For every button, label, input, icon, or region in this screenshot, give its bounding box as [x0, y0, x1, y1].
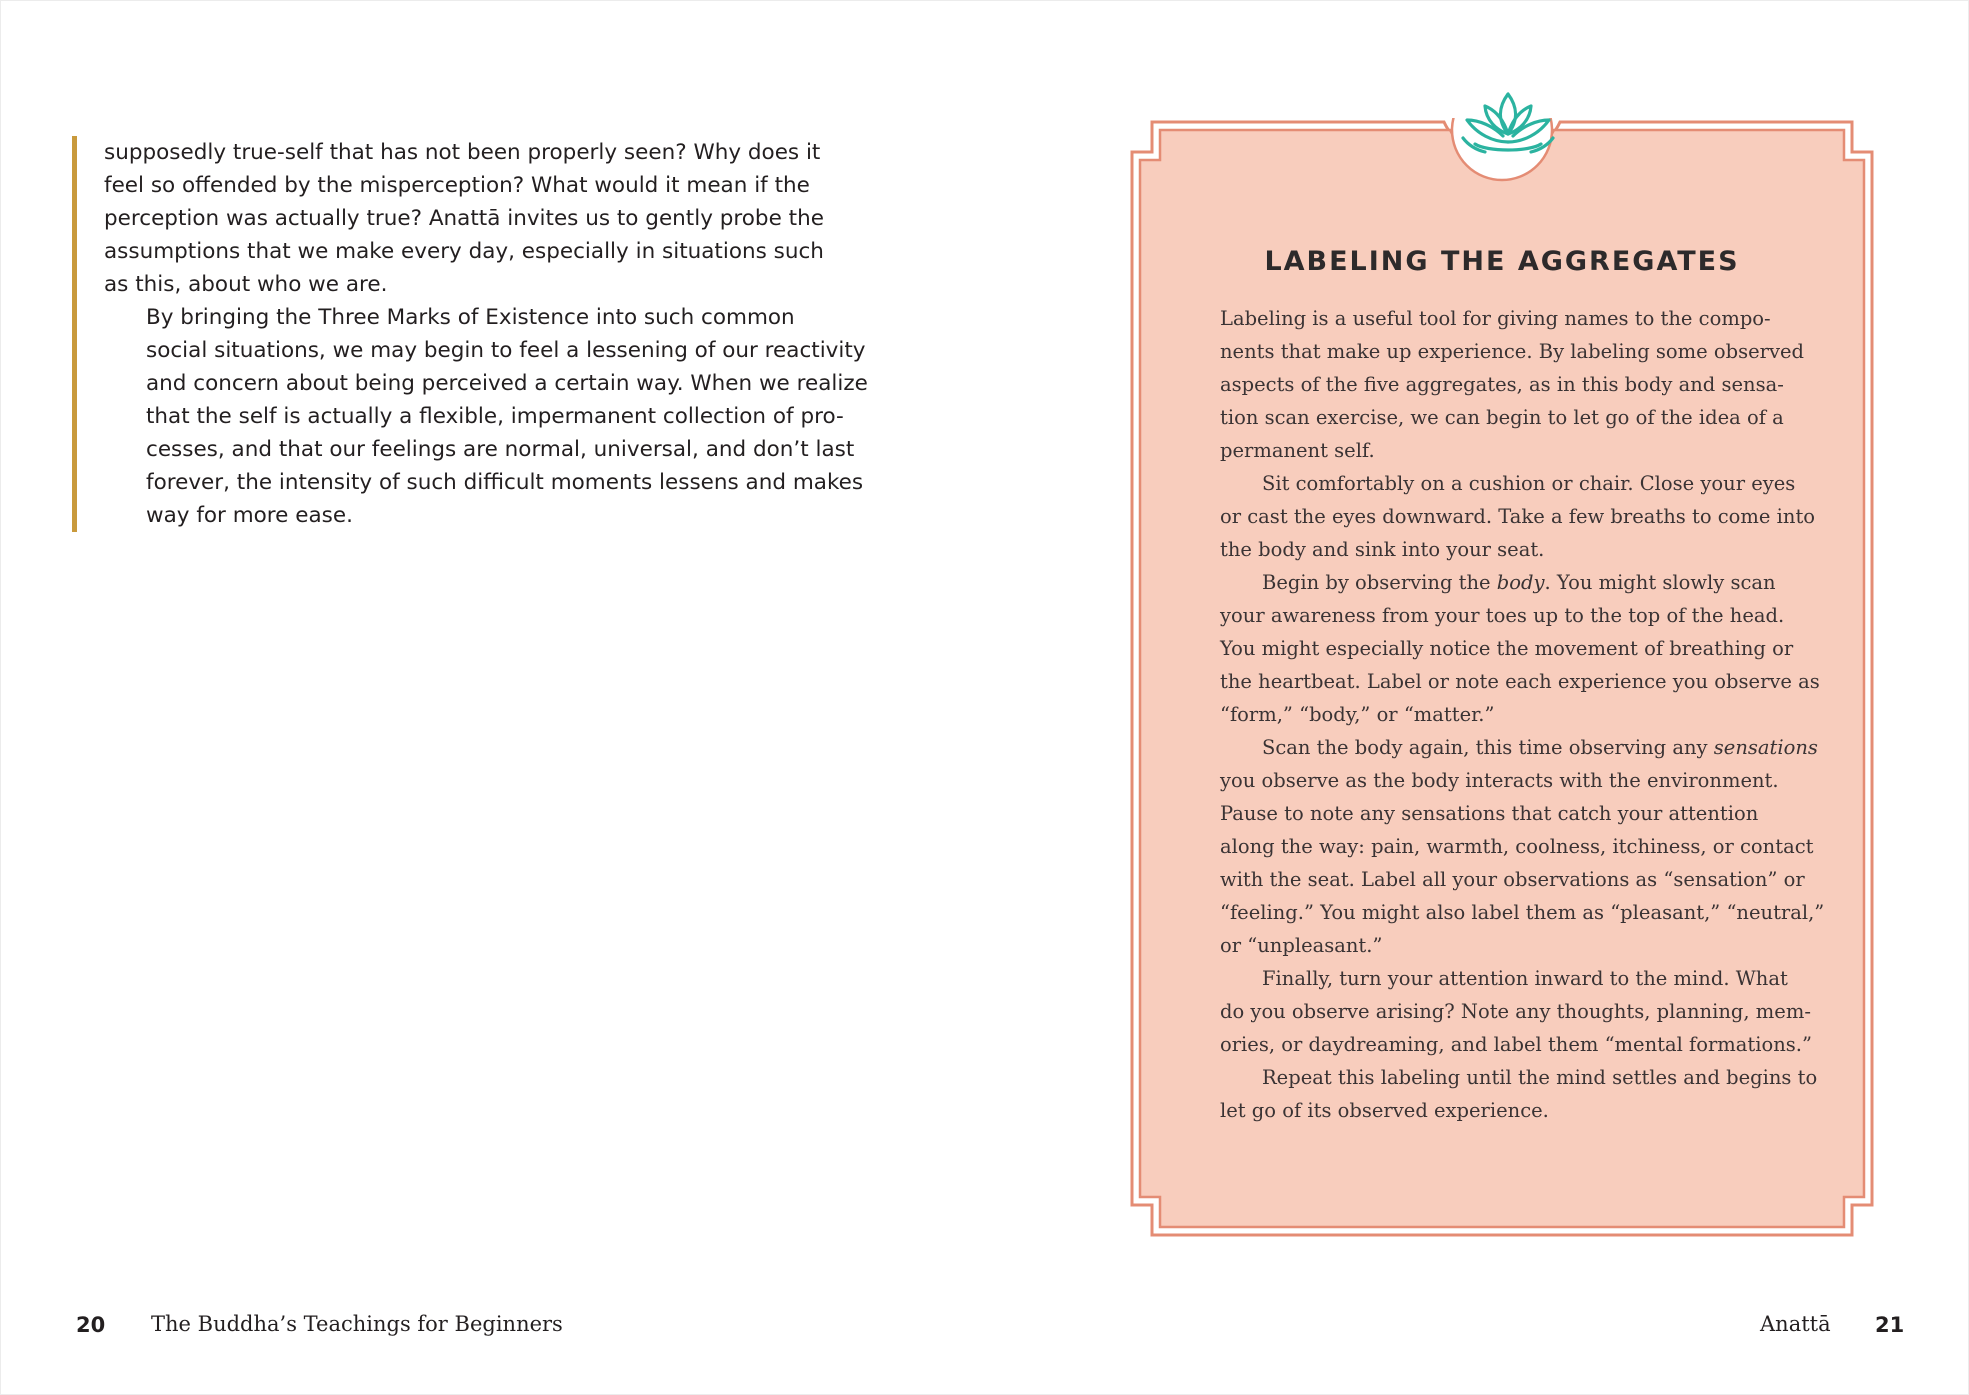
gold-margin-rule [72, 136, 77, 532]
sidebar-paragraph [1220, 962, 1810, 1061]
text-line: let go of its observed experience. [1220, 1099, 1549, 1122]
text-line: “form,” “body,” or “matter.” [1220, 703, 1495, 726]
text-line: perception was actually true? Anattā invites us to gently probe the [104, 206, 824, 231]
text-line: By bringing the Three Marks of Existence into such common [146, 305, 795, 330]
sidebar-paragraph [1220, 731, 1825, 962]
body-paragraph [104, 136, 840, 301]
text-line: way for more ease. [146, 503, 353, 528]
text-line: Begin by observing the body. You might slowly scan [1262, 571, 1776, 594]
sidebar-paragraph [1220, 467, 1816, 566]
sidebar-paragraph [1220, 302, 1810, 467]
labeling-sidebar-box [1128, 118, 1876, 1239]
text-line: Finally, turn your attention inward to the mind. What [1262, 967, 1788, 990]
sidebar-paragraph [1220, 566, 1820, 731]
text-line: Pause to note any sensations that catch your attention [1220, 802, 1759, 825]
text-line: along the way: pain, warmth, coolness, itchiness, or contact [1220, 835, 1814, 858]
text-line: ories, or daydreaming, and label them “mental formations.” [1220, 1033, 1812, 1056]
text-line: supposedly true-self that has not been properly seen? Why does it [104, 140, 821, 165]
text-line: Labeling is a useful tool for giving names to the compo- [1220, 307, 1771, 330]
text-line: that the self is actually a flexible, impermanent collection of pro- [146, 404, 844, 429]
lotus-icon [1453, 86, 1563, 166]
sidebar-body [1220, 302, 1825, 1127]
text-line: Scan the body again, this time observing any sensations [1262, 736, 1818, 759]
text-line: aspects of the five aggregates, as in this body and sensa- [1220, 373, 1784, 396]
text-line: your awareness from your toes up to the top of the head. [1220, 604, 1785, 627]
text-line: or cast the eyes downward. Take a few breaths to come into [1220, 505, 1816, 528]
running-title-right: Anattā [1760, 1312, 1831, 1336]
text-line: you observe as the body interacts with the environment. [1220, 769, 1779, 792]
text-line: assumptions that we make every day, especially in situations such [104, 239, 824, 264]
text-line: permanent self. [1220, 439, 1375, 462]
text-line: Repeat this labeling until the mind settles and begins to [1262, 1066, 1818, 1089]
sidebar-title: LABELING THE AGGREGATES [1264, 246, 1740, 277]
text-line: “feeling.” You might also label them as “pleasant,” “neutral,” [1220, 901, 1825, 924]
text-line: or “unpleasant.” [1220, 934, 1383, 957]
text-line: do you observe arising? Note any thoughts, planning, mem- [1220, 1000, 1811, 1023]
left-page-body [104, 136, 868, 532]
text-line: with the seat. Label all your observations as “sensation” or [1220, 868, 1805, 891]
running-title-left: The Buddha’s Teachings for Beginners [151, 1312, 563, 1336]
text-line: cesses, and that our feelings are normal, universal, and don’t last [146, 437, 855, 462]
text-line: Sit comfortably on a cushion or chair. Close your eyes [1262, 472, 1796, 495]
text-line: nents that make up experience. By labeling some observed [1220, 340, 1804, 363]
text-line: as this, about who we are. [104, 272, 388, 297]
page-number-right: 21 [1875, 1313, 1905, 1337]
text-line: social situations, we may begin to feel a lessening of our reactivity [146, 338, 866, 363]
text-line: You might especially notice the movement of breathing or [1220, 637, 1794, 660]
text-line: and concern about being perceived a certain way. When we realize [146, 371, 868, 396]
text-line: tion scan exercise, we can begin to let go of the idea of a [1220, 406, 1784, 429]
sidebar-paragraph [1220, 1061, 1818, 1127]
text-line: the heartbeat. Label or note each experience you observe as [1220, 670, 1820, 693]
text-line: forever, the intensity of such difficult moments lessens and makes [146, 470, 864, 495]
page-number-left: 20 [76, 1313, 106, 1337]
text-line: feel so offended by the misperception? What would it mean if the [104, 173, 810, 198]
text-line: the body and sink into your seat. [1220, 538, 1545, 561]
body-paragraph [104, 301, 868, 532]
